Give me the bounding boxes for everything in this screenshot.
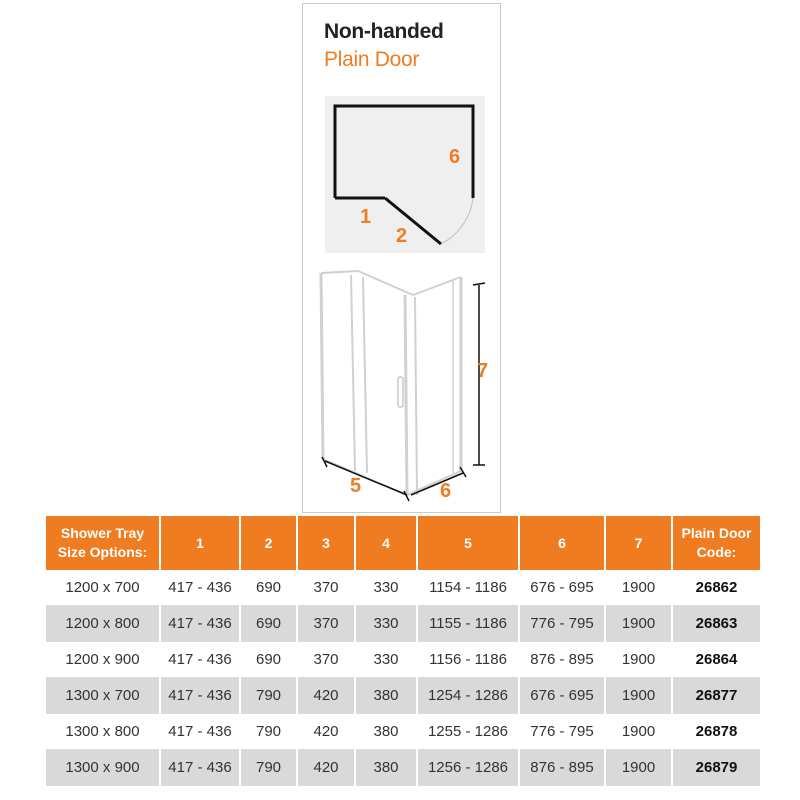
table-cell: 1156 - 1186 (417, 642, 519, 678)
table-cell: 676 - 695 (519, 570, 605, 606)
table-cell: 690 (240, 606, 297, 642)
table-cell: 876 - 895 (519, 642, 605, 678)
table-row (46, 714, 760, 750)
table-cell: 417 - 436 (160, 750, 240, 786)
header-shower-tray: Shower Tray Size Options: (46, 516, 160, 570)
table-cell: 420 (297, 678, 355, 714)
table-cell: 1900 (605, 606, 672, 642)
door-code-cell: 26878 (672, 714, 760, 750)
enclosure-perspective-icon (303, 259, 502, 509)
table-cell: 1300 x 900 (46, 750, 160, 786)
header-col-5: 5 (417, 516, 519, 570)
table-cell: 417 - 436 (160, 606, 240, 642)
table-cell: 417 - 436 (160, 570, 240, 606)
plan-label-6: 6 (449, 146, 461, 168)
table-cell: 1300 x 800 (46, 714, 160, 750)
card-subtitle: Plain Door (324, 48, 420, 71)
table-cell: 1200 x 800 (46, 606, 160, 642)
table-cell: 1900 (605, 678, 672, 714)
door-code-cell: 26877 (672, 678, 760, 714)
plan-label-2: 2 (396, 225, 408, 247)
table-cell: 330 (355, 642, 417, 678)
table-cell: 380 (355, 714, 417, 750)
table-cell: 370 (297, 642, 355, 678)
table-cell: 1254 - 1286 (417, 678, 519, 714)
table-cell: 1900 (605, 570, 672, 606)
perspective-label-5: 5 (350, 475, 362, 497)
table-cell: 1300 x 700 (46, 678, 160, 714)
table-cell: 417 - 436 (160, 714, 240, 750)
plan-label-1: 1 (360, 206, 372, 228)
table-row (46, 678, 760, 714)
table-row (46, 750, 760, 786)
table-cell: 1900 (605, 642, 672, 678)
table-cell: 1256 - 1286 (417, 750, 519, 786)
table-cell: 776 - 795 (519, 714, 605, 750)
table-cell: 420 (297, 750, 355, 786)
size-options-table (46, 516, 760, 786)
perspective-label-7: 7 (477, 360, 489, 382)
table-cell: 1900 (605, 714, 672, 750)
table-cell: 380 (355, 750, 417, 786)
table-header-row (46, 516, 760, 570)
table-cell: 690 (240, 570, 297, 606)
table-cell: 1154 - 1186 (417, 570, 519, 606)
table-cell: 330 (355, 606, 417, 642)
door-code-cell: 26864 (672, 642, 760, 678)
plan-diagram (325, 96, 485, 253)
table-row (46, 642, 760, 678)
header-plain-door-code: Plain Door Code: (672, 516, 760, 570)
table-cell: 776 - 795 (519, 606, 605, 642)
door-code-cell: 26879 (672, 750, 760, 786)
table-cell: 370 (297, 570, 355, 606)
table-cell: 370 (297, 606, 355, 642)
table-cell: 417 - 436 (160, 678, 240, 714)
table-cell: 790 (240, 750, 297, 786)
door-code-cell: 26863 (672, 606, 760, 642)
table-cell: 380 (355, 678, 417, 714)
table-cell: 676 - 695 (519, 678, 605, 714)
table-row (46, 570, 760, 606)
table-row (46, 606, 760, 642)
table-cell: 330 (355, 570, 417, 606)
table-cell: 1200 x 700 (46, 570, 160, 606)
header-col-1: 1 (160, 516, 240, 570)
table-cell: 690 (240, 642, 297, 678)
table-cell: 1900 (605, 750, 672, 786)
header-col-4: 4 (355, 516, 417, 570)
table-cell: 790 (240, 678, 297, 714)
table-cell: 1255 - 1286 (417, 714, 519, 750)
header-col-6: 6 (519, 516, 605, 570)
card-title: Non-handed (324, 20, 444, 43)
perspective-label-6: 6 (440, 480, 452, 502)
product-card (302, 3, 501, 513)
header-col-3: 3 (297, 516, 355, 570)
door-code-cell: 26862 (672, 570, 760, 606)
header-col-2: 2 (240, 516, 297, 570)
table-cell: 420 (297, 714, 355, 750)
table-cell: 1200 x 900 (46, 642, 160, 678)
header-col-7: 7 (605, 516, 672, 570)
table-cell: 417 - 436 (160, 642, 240, 678)
table-cell: 876 - 895 (519, 750, 605, 786)
table-cell: 1155 - 1186 (417, 606, 519, 642)
table-cell: 790 (240, 714, 297, 750)
